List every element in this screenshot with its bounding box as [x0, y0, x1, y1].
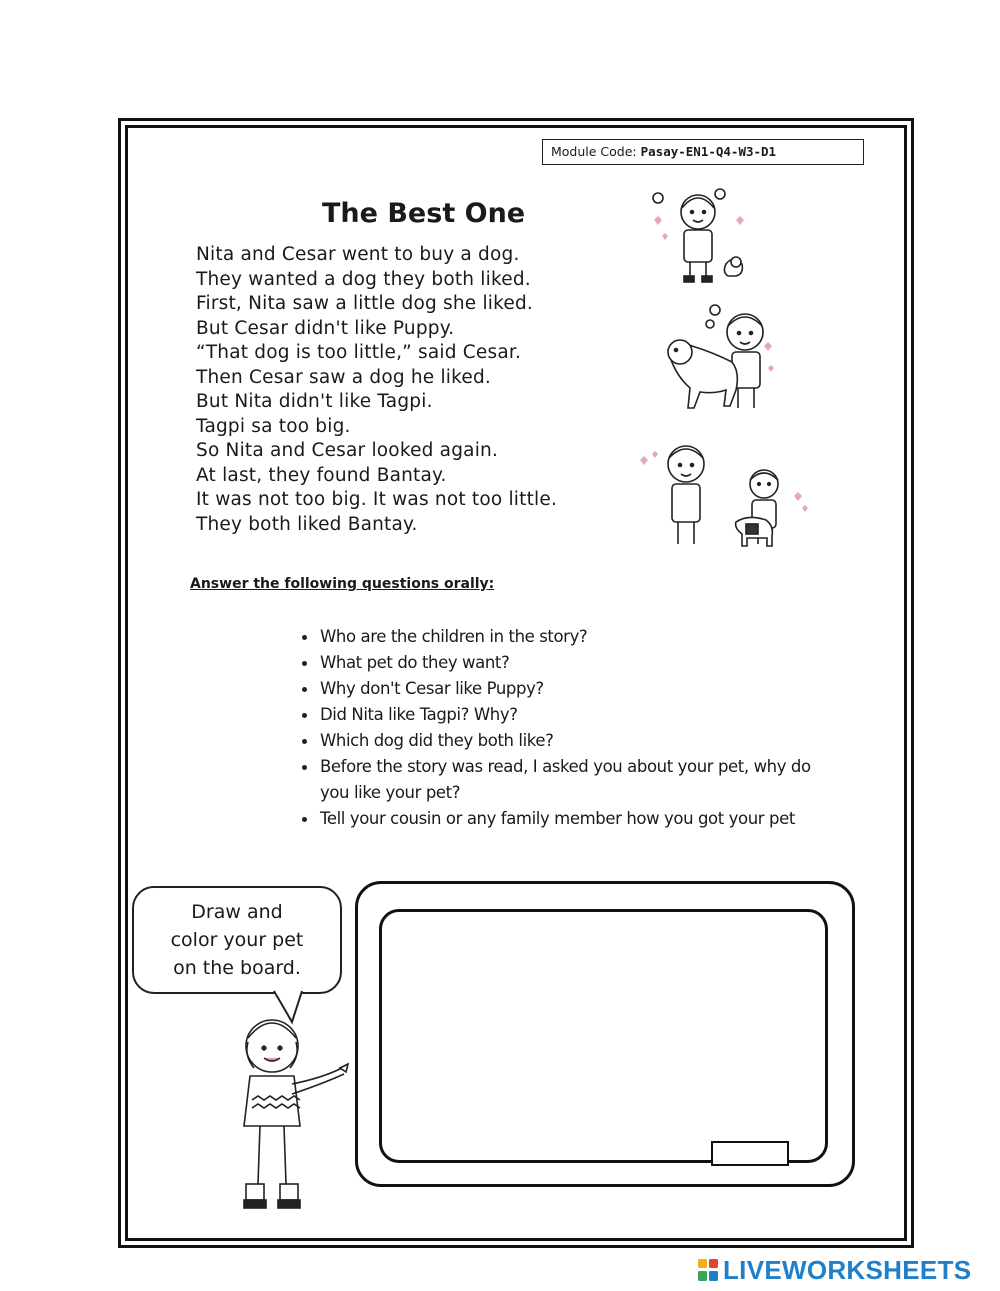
story-line: Nita and Cesar went to buy a dog.: [196, 244, 520, 265]
module-code-value: Pasay-EN1-Q4-W3-D1: [640, 144, 777, 159]
story-line: It was not too big. It was not too little.: [196, 489, 558, 510]
story-title: The Best One: [322, 198, 526, 229]
boy-with-big-dog-illustration: [660, 300, 780, 420]
story-text: [196, 243, 557, 537]
story-line: At last, they found Bantay.: [196, 464, 447, 486]
drawing-board[interactable]: [379, 909, 828, 1163]
story-line: First, Nita saw a little dog she liked.: [196, 293, 533, 314]
story-line: They wanted a dog they both liked.: [196, 268, 531, 290]
story-line: So Nita and Cesar looked again.: [196, 440, 499, 461]
module-code-label: Module Code:: [551, 144, 637, 159]
question-item: Which dog did they both like?: [300, 728, 840, 754]
question-item: Before the story was read, I asked you about your pet, why do you like your pet?: [300, 754, 840, 806]
question-item: Who are the children in the story?: [300, 624, 840, 650]
story-line: They both liked Bantay.: [196, 513, 418, 535]
question-item: Tell your cousin or any family member how you got your pet: [300, 806, 840, 832]
story-line: Tagpi sa too big.: [196, 415, 351, 437]
speech-bubble-text: Draw and color your pet on the board.: [170, 901, 304, 979]
teacher-illustration: [228, 1004, 356, 1214]
story-line: But Cesar didn't like Puppy.: [196, 317, 455, 339]
liveworksheets-icon: [697, 1258, 719, 1282]
story-line: “That dog is too little,” said Cesar.: [196, 342, 522, 363]
question-item: Did Nita like Tagpi? Why?: [300, 702, 840, 728]
question-item: What pet do they want?: [300, 650, 840, 676]
module-code-box: [542, 139, 864, 165]
liveworksheets-logo[interactable]: [697, 1255, 971, 1285]
instruction-heading: Answer the following questions orally:: [190, 576, 495, 592]
chalkboard-eraser: [711, 1141, 789, 1166]
question-list: [300, 624, 840, 832]
girl-with-small-dog-illustration: [640, 180, 760, 290]
story-line: Then Cesar saw a dog he liked.: [196, 366, 491, 388]
brand-name: LIVEWORKSHEETS: [723, 1254, 972, 1285]
question-item: Why don't Cesar like Puppy?: [300, 676, 840, 702]
children-with-bantay-illustration: [636, 436, 816, 556]
story-line: But Nita didn't like Tagpi.: [196, 391, 433, 412]
